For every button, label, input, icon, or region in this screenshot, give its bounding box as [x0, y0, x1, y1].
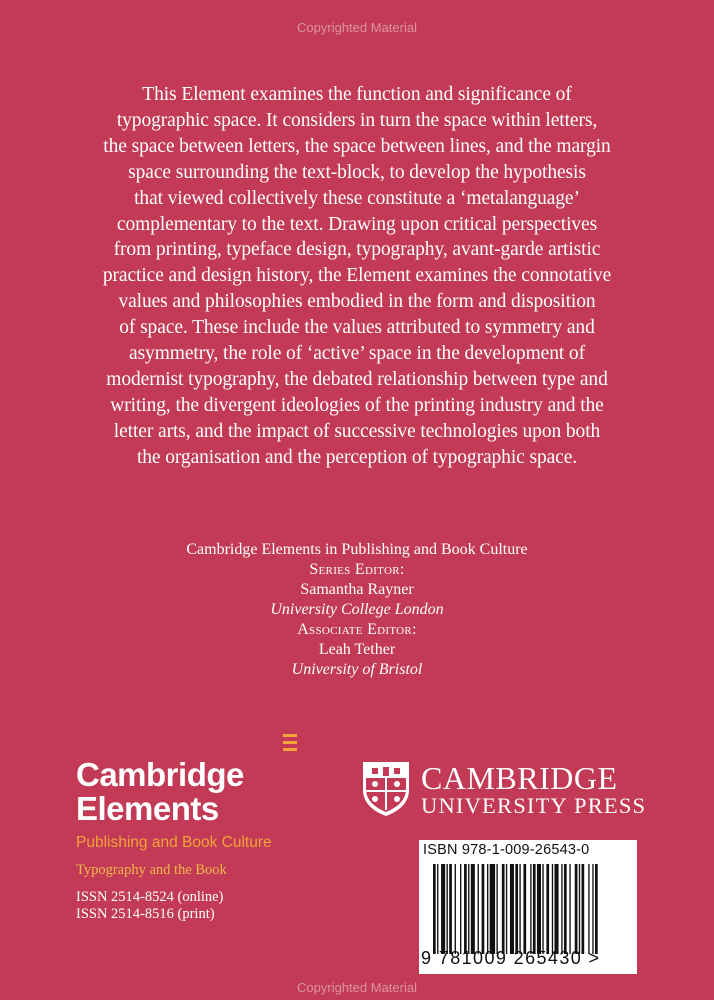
barcode-bar — [482, 864, 485, 954]
barcode-bar — [552, 864, 553, 954]
barcode-bar — [471, 864, 475, 954]
barcode-bar — [468, 864, 469, 954]
barcode-bar — [502, 864, 505, 954]
blurb-line: This Element examines the function and significance of — [142, 84, 572, 105]
barcode-bar — [506, 864, 507, 954]
elements-mark-icon — [283, 734, 297, 755]
blurb-line: that viewed collectively these constitute a ‘metalanguage’ — [134, 187, 580, 209]
blurb-line: from printing, typeface design, typography, avant-garde artistic — [113, 239, 601, 261]
associate-editor-label: Associate Editor: — [297, 621, 417, 638]
barcode-bar — [437, 864, 438, 954]
barcode-bars — [433, 864, 629, 954]
series-editor-name: Samantha Rayner — [300, 581, 414, 598]
blurb-line: of space. These include the values attributed to symmetry and — [119, 317, 595, 339]
cambridge-university-press-logo — [361, 758, 651, 822]
barcode-bar — [595, 864, 598, 954]
blurb-line: writing, the divergent ideologies of the printing industry and the — [110, 394, 604, 416]
barcode-bar — [433, 864, 436, 954]
barcode-bar — [588, 864, 589, 954]
series-editor-affiliation: University College London — [270, 601, 444, 618]
blurb-line: complementary to the text. Drawing upon critical perspectives — [116, 213, 598, 235]
barcode-bar — [537, 864, 541, 954]
publisher-press: UNIVERSITY PRESS — [421, 793, 647, 818]
barcode-bar — [515, 864, 518, 954]
isbn-barcode — [419, 840, 637, 974]
barcode-bar — [519, 864, 520, 954]
blurb-line: letter arts, and the impact of successive technologies upon both — [113, 420, 601, 442]
barcode-bar — [478, 864, 479, 954]
blurb-line: typographic space. It considers in turn the space within letters, — [116, 109, 598, 131]
barcode-bar — [564, 864, 567, 954]
barcode-digits: 9 781009 265430 > — [421, 948, 601, 968]
barcode-bar — [546, 864, 549, 954]
blurb-line: the organisation and the perception of typographic space. — [136, 446, 578, 468]
barcode-bar — [510, 864, 514, 954]
associate-editor-name: Leah Tether — [318, 641, 396, 658]
elements-logo-line1: Cambridge — [76, 756, 244, 793]
isbn-label: ISBN 978-1-009-26543-0 — [423, 842, 590, 858]
back-cover-blurb — [60, 82, 654, 471]
series-editor-label: Series Editor: — [309, 561, 405, 578]
barcode-bar — [455, 864, 456, 954]
blurb-line: values and philosophies embodied in the form and disposition — [118, 291, 596, 313]
barcode-bar — [569, 864, 570, 954]
barcode-bar — [441, 864, 445, 954]
blurb-line: asymmetry, the role of ‘active’ space in the development of — [129, 343, 585, 365]
barcode-bar — [447, 864, 448, 954]
barcode-bar — [575, 864, 578, 954]
issn-online: ISSN 2514-8524 (online) — [76, 889, 224, 905]
barcode-bar — [490, 864, 495, 954]
barcode-bar — [561, 864, 562, 954]
barcode-bar — [464, 864, 467, 954]
issn-block — [76, 889, 223, 923]
cambridge-elements-logo — [76, 758, 244, 826]
publisher-name: CAMBRIDGE — [421, 760, 618, 796]
barcode-bar — [592, 864, 593, 954]
series-name: Cambridge Elements in Publishing and Book Culture — [186, 541, 528, 558]
barcode-bar — [582, 864, 585, 954]
barcode-bar — [460, 864, 461, 954]
university-shield-icon — [361, 760, 411, 818]
copyright-watermark-bottom: Copyrighted Material — [297, 980, 417, 995]
barcode-bar — [555, 864, 559, 954]
barcode-bar — [487, 864, 488, 954]
barcode-bar — [449, 864, 452, 954]
blurb-line: practice and design history, the Element examines the connotative — [102, 265, 612, 287]
book-title: Typography and the Book — [76, 862, 227, 878]
series-info — [0, 540, 714, 680]
barcode-bar — [579, 864, 580, 954]
associate-editor-affiliation: University of Bristol — [291, 661, 423, 678]
barcode-bar — [523, 864, 526, 954]
copyright-watermark-top: Copyrighted Material — [297, 20, 417, 35]
blurb-line: the space between letters, the space between lines, and the margin — [103, 135, 611, 157]
barcode-bar — [530, 864, 531, 954]
barcode-bar — [496, 864, 497, 954]
barcode-bar — [533, 864, 536, 954]
elements-logo-line2: Elements — [76, 790, 219, 827]
blurb-line: space surrounding the text-block, to develop the hypothesis — [128, 161, 586, 183]
barcode-bar — [542, 864, 543, 954]
issn-print: ISSN 2514-8516 (print) — [76, 906, 215, 922]
elements-subtitle: Publishing and Book Culture — [76, 834, 272, 851]
blurb-line: modernist typography, the debated relationship between type and — [106, 368, 608, 390]
